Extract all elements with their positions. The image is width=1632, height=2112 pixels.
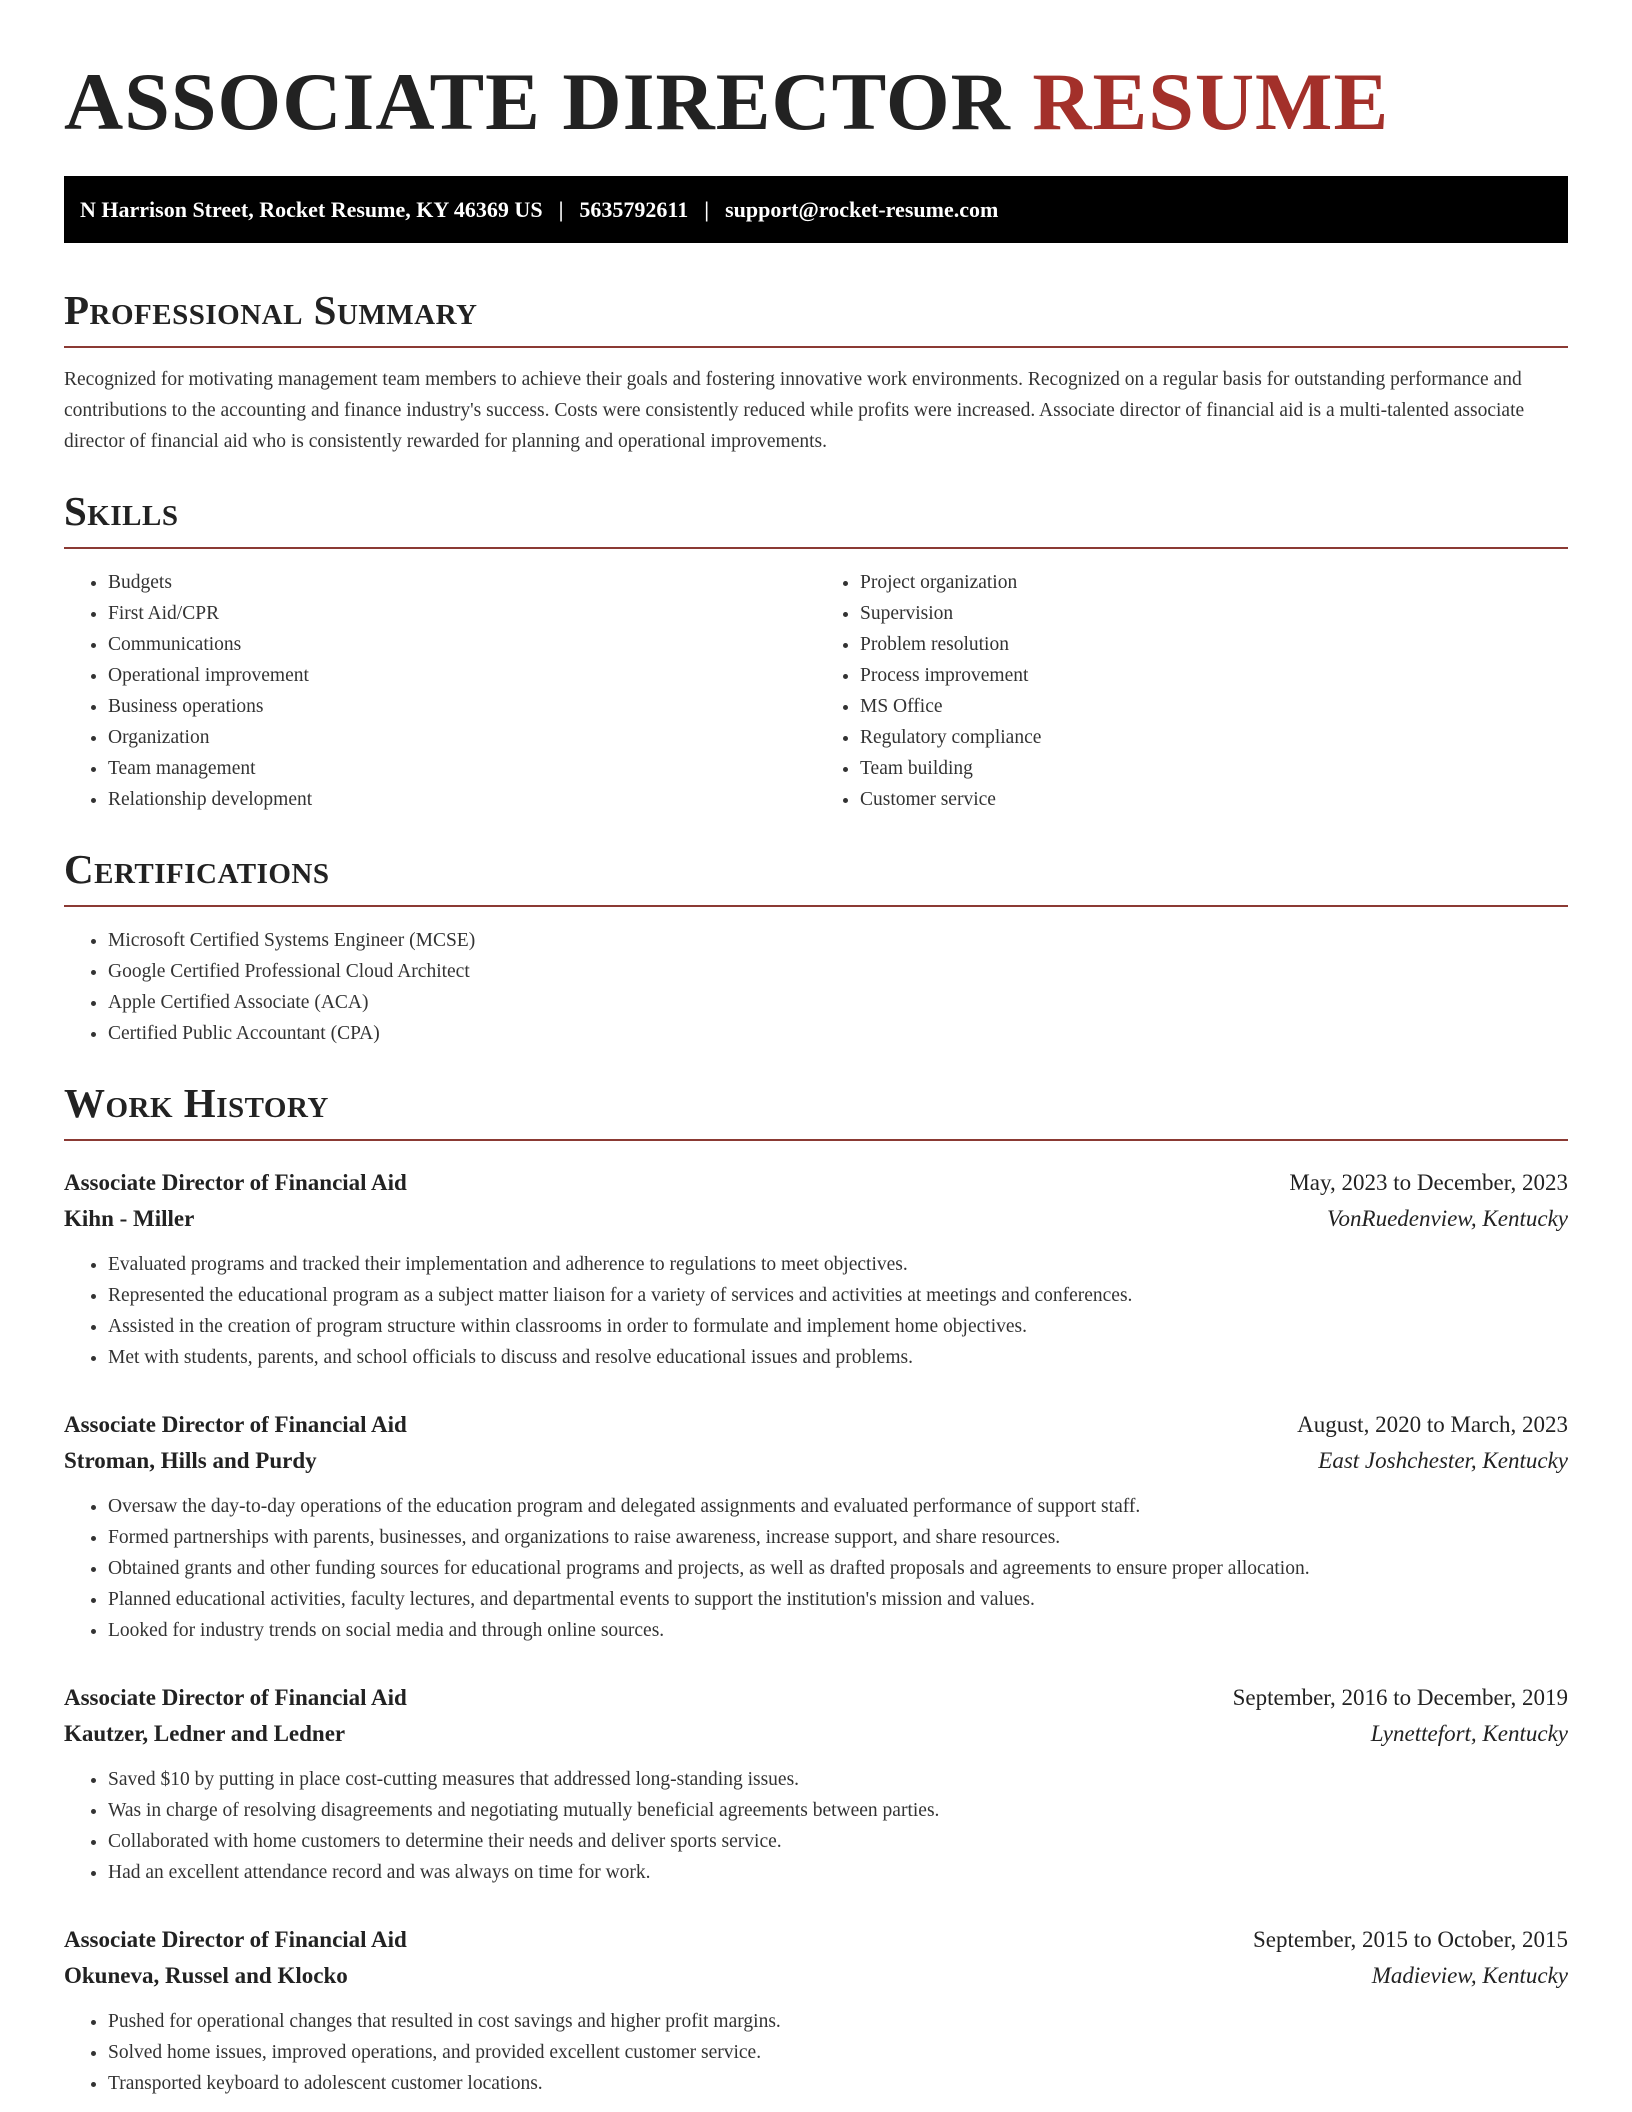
job-bullet: • Transported keyboard to adolescent customer locations. [108, 2068, 1568, 2099]
resume-title [64, 0, 1568, 176]
job-company: Kautzer, Ledner and Ledner [64, 1721, 346, 1746]
job-subheader-row [64, 1443, 1568, 1479]
certification-item: • Google Certified Professional Cloud Architect [108, 956, 1568, 987]
certification-item: • Certified Public Accountant (CPA) [108, 1018, 1568, 1049]
job-header-row [64, 1165, 1568, 1201]
job-dates: August, 2020 to March, 2023 [1297, 1412, 1568, 1437]
summary-text: Recognized for motivating management team members to achieve their goals and fostering innovative work environments. Recognized on a regular basis for outstanding performance and contributions to the accounting and finance industry's success. Costs were consistently reduced while profits were increased. Associate director of financial aid is a multi-talented associate director of financial aid who is consistently rewarded for planning and operational improvements. [64, 369, 1525, 452]
skill-item: • Regulatory compliance [860, 722, 1568, 753]
job-bullet: • Had an excellent attendance record and was always on time for work. [108, 1857, 1568, 1888]
section-divider [64, 905, 1568, 907]
job-bullet: • Evaluated programs and tracked their implementation and adherence to regulations to meet objectives. [108, 1249, 1568, 1280]
section-divider [64, 547, 1568, 549]
job-subheader-row [64, 1958, 1568, 1994]
job-bullets [64, 1491, 1568, 1646]
skill-item: • Operational improvement [108, 660, 816, 691]
job-company: Kihn - Miller [64, 1206, 195, 1231]
job-location: East Joshchester, Kentucky [1318, 1448, 1568, 1473]
summary-heading: Professional Summary [64, 287, 478, 333]
skill-item: • Relationship development [108, 784, 816, 815]
job-bullet: • Formed partnerships with parents, businesses, and organizations to raise awareness, increase support, and share resources. [108, 1522, 1568, 1553]
certifications-section [64, 845, 1568, 1049]
contact-bar [64, 176, 1568, 243]
work-history-section [64, 1079, 1568, 2099]
skill-item: • MS Office [860, 691, 1568, 722]
title-accent: RESUME [1032, 56, 1390, 147]
job-bullet: • Saved $10 by putting in place cost-cutting measures that addressed long-standing issues. [108, 1764, 1568, 1795]
job-bullet: • Represented the educational program as a subject matter liaison for a variety of services and activities at meetings and conferences. [108, 1280, 1568, 1311]
skills-heading: Skills [64, 488, 179, 534]
job-bullet: • Oversaw the day-to-day operations of the education program and delegated assignments and evaluated performance of support staff. [108, 1491, 1568, 1522]
job-bullet: • Met with students, parents, and school officials to discuss and resolve educational issues and problems. [108, 1342, 1568, 1373]
job-bullet: • Assisted in the creation of program structure within classrooms in order to formulate and implement home objectives. [108, 1311, 1568, 1342]
contact-separator: | [558, 196, 564, 222]
job-subheader-row [64, 1201, 1568, 1237]
skill-item: • Organization [108, 722, 816, 753]
job-bullet: • Collaborated with home customers to determine their needs and deliver sports service. [108, 1826, 1568, 1857]
skill-item: • Problem resolution [860, 629, 1568, 660]
job-subheader-row [64, 1716, 1568, 1752]
contact-separator: | [704, 196, 710, 222]
job-location: Lynettefort, Kentucky [1370, 1721, 1568, 1746]
work-history-heading: Work History [64, 1080, 329, 1126]
contact-phone: 5635792611 [579, 196, 689, 222]
job-bullet: • Planned educational activities, faculty lectures, and departmental events to support the institution's mission and values. [108, 1584, 1568, 1615]
job-bullets [64, 1764, 1568, 1888]
job-header-row [64, 1922, 1568, 1958]
skill-item: • Business operations [108, 691, 816, 722]
skills-section [64, 487, 1568, 815]
job-title: Associate Director of Financial Aid [64, 1685, 407, 1710]
skill-item: • Process improvement [860, 660, 1568, 691]
job-header-row [64, 1680, 1568, 1716]
skills-list-right [816, 567, 1568, 815]
contact-email: support@rocket-resume.com [725, 196, 999, 222]
job-bullet: • Pushed for operational changes that resulted in cost savings and higher profit margins. [108, 2006, 1568, 2037]
job-header-row [64, 1407, 1568, 1443]
skill-item: • Team building [860, 753, 1568, 784]
job-bullets [64, 1249, 1568, 1373]
job-bullet: • Was in charge of resolving disagreements and negotiating mutually beneficial agreements between parties. [108, 1795, 1568, 1826]
job-dates: September, 2016 to December, 2019 [1232, 1685, 1568, 1710]
title-main: ASSOCIATE DIRECTOR [64, 56, 1011, 147]
certification-item: • Apple Certified Associate (ACA) [108, 987, 1568, 1018]
skill-item: • Supervision [860, 598, 1568, 629]
job-company: Stroman, Hills and Purdy [64, 1448, 317, 1473]
certifications-heading: Certifications [64, 846, 330, 892]
skill-item: • First Aid/CPR [108, 598, 816, 629]
job-bullet: • Looked for industry trends on social media and through online sources. [108, 1615, 1568, 1646]
summary-section [64, 286, 1568, 457]
job-company: Okuneva, Russel and Klocko [64, 1963, 348, 1988]
section-divider [64, 346, 1568, 348]
job-location: Madieview, Kentucky [1371, 1963, 1568, 1988]
skills-list-left [64, 567, 816, 815]
section-divider [64, 1139, 1568, 1141]
skill-item: • Communications [108, 629, 816, 660]
skill-item: • Budgets [108, 567, 816, 598]
skill-item: • Customer service [860, 784, 1568, 815]
skill-item: • Project organization [860, 567, 1568, 598]
job-title: Associate Director of Financial Aid [64, 1412, 407, 1437]
certifications-list [64, 925, 1568, 1049]
job-entry [64, 1407, 1568, 1646]
skills-grid [64, 567, 1568, 815]
job-title: Associate Director of Financial Aid [64, 1170, 407, 1195]
job-bullet: • Obtained grants and other funding sources for educational programs and projects, as well as drafted proposals and agreements to ensure proper allocation. [108, 1553, 1568, 1584]
job-dates: May, 2023 to December, 2023 [1289, 1170, 1568, 1195]
certification-item: • Microsoft Certified Systems Engineer (MCSE) [108, 925, 1568, 956]
job-entry [64, 1922, 1568, 2099]
job-dates: September, 2015 to October, 2015 [1253, 1927, 1568, 1952]
job-title: Associate Director of Financial Aid [64, 1927, 407, 1952]
contact-address: N Harrison Street, Rocket Resume, KY 46369 US [80, 196, 543, 222]
job-location: VonRuedenview, Kentucky [1327, 1206, 1568, 1231]
job-entry [64, 1680, 1568, 1888]
job-entry [64, 1165, 1568, 1373]
skill-item: • Team management [108, 753, 816, 784]
job-bullet: • Solved home issues, improved operations, and provided excellent customer service. [108, 2037, 1568, 2068]
job-bullets [64, 2006, 1568, 2099]
